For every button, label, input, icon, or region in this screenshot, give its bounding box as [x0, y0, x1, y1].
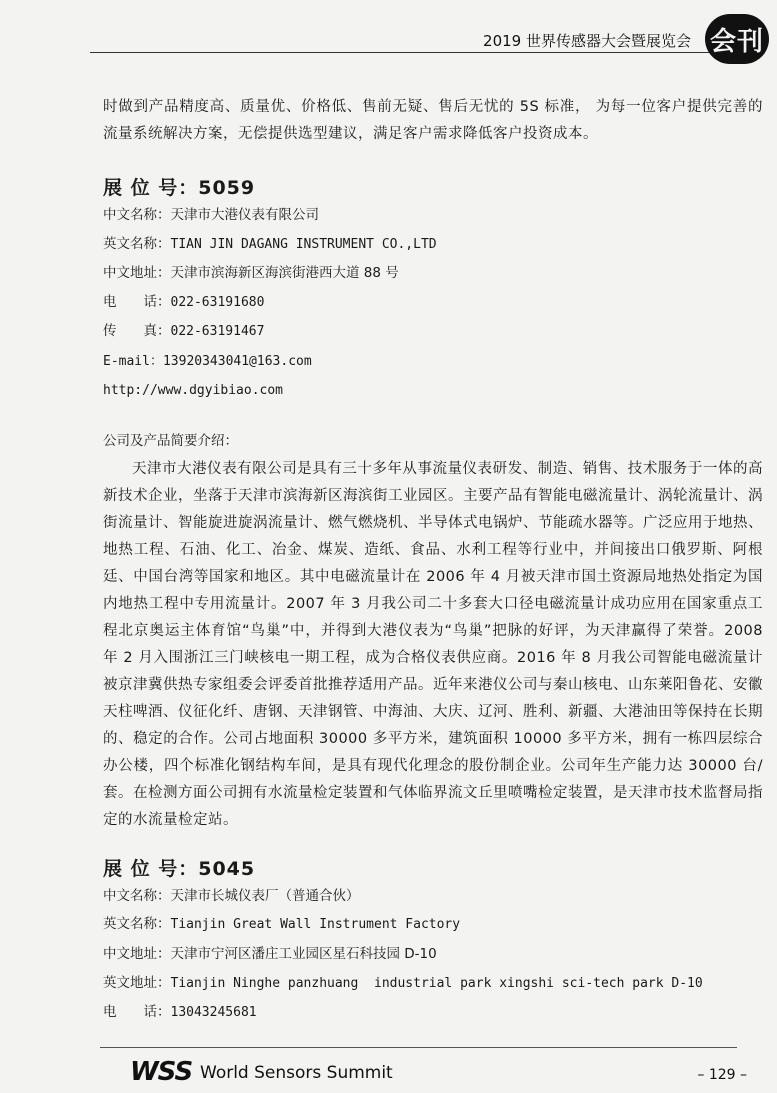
booth-5045-en-name: [103, 910, 763, 940]
phone-label: 电 话：: [103, 1004, 171, 1021]
booth-5059-en-name: [103, 230, 763, 260]
email-value: 13920343041@163.com: [162, 353, 312, 369]
en-address-value: Tianjin Ninghe panzhuang industrial park xingshi sci-tech park D-10: [170, 975, 703, 991]
header-title: 2019 世界传感器大会暨展览会: [483, 32, 691, 50]
en-name-value: TIAN JIN DAGANG INSTRUMENT CO.,LTD: [170, 236, 437, 252]
header-rule: [90, 52, 737, 53]
booth-5059-website: http://www.dgyibiao.com: [103, 382, 284, 398]
fax-value: 022-63191467: [170, 324, 265, 340]
booth-5059-cn-address: 中文地址：天津市滨海新区海滨街港西大道 88 号: [103, 265, 399, 282]
footer-summit-name: World Sensors Summit: [200, 1063, 393, 1083]
booth-5045-en-address: [103, 969, 763, 999]
wss-logo: WSS: [130, 1057, 193, 1087]
en-name-label: 英文名称：: [103, 916, 171, 933]
en-name-label: 英文名称：: [103, 235, 171, 252]
booth-5059-phone: [103, 288, 763, 318]
page-footer: [0, 1047, 777, 1093]
intro-paragraph: 时做到产品精度高、质量优、价格低、售前无疑、售后无忧的 5S 标准， 为每一位客户提供完善的流量系统解决方案，无偿提供选型建议，满足客户需求降低客户投资成本。: [103, 99, 763, 142]
booth-5059-fax: [103, 317, 763, 347]
page-content: [103, 94, 763, 1028]
booth-5045-cn-name: 中文名称：天津市长城仪表厂（普通合伙）: [103, 887, 360, 904]
company-description: 天津市大港仪表有限公司是具有三十多年从事流量仪表研发、制造、销售、技术服务于一体的高新技术企业，坐落于天津市滨海新区海滨街工业园区。主要产品有智能电磁流量计、涡轮流量计、涡街流量计、智能旋进旋涡流量计、燃气燃烧机、半导体式电锅炉、节能疏水器等。广泛应用于地热、地热工程、石油、化工、冶金、煤炭、造纸、食品、水利工程等行业中，并间接出口俄罗斯、阿根廷、中国台湾等国家和地区。其中电磁流量计在 2006 年 4 月被天津市国土资源局地热处指定为国内地热工程中专用流量计。2007 年 3 月我公司二十多套大口径电磁流量计成功应用在国家重点工程北京奥运主体育馆“鸟巢”中，并得到大港仪表为“鸟巢”把脉的好评，为天津赢得了荣誉。2008 年 2 月入围浙江三门峡核电一期工程，成为合格仪表供应商。2016 年 8 月我公司智能电磁流量计被京津冀供热专家组委会评委首批推荐适用产品。近年来港仪公司与秦山核电、山东莱阳鲁花、安徽天柱啤酒、仪征化纤、唐钢、天津钢管、中海油、大庆、辽河、胜利、新疆、大港油田等保持在长期的、稳定的合作。公司占地面积 30000 多平方米，建筑面积 10000 多平方米，拥有一栋四层综合办公楼，四个标准化钢结构车间，是具有现代化理念的股份制企业。公司年生产能力达 30000 台/套。在检测方面公司拥有水流量检定装置和气体临界流文丘里喷嘴检定装置，是天津市技术监督局指定的水流量检定站。: [103, 460, 763, 828]
en-address-label: 英文地址：: [103, 974, 171, 991]
phone-value: 13043245681: [170, 1005, 257, 1021]
page-header: [0, 0, 777, 62]
email-label: E-mail：: [103, 353, 163, 369]
header-badge: 会刊: [705, 14, 769, 64]
booth-5045-phone: [103, 998, 763, 1028]
page-number: – 129 –: [697, 1067, 747, 1083]
phone-value: 022-63191680: [170, 294, 265, 310]
en-name-value: Tianjin Great Wall Instrument Factory: [170, 917, 461, 933]
company-intro-heading: 公司及产品简要介绍：: [103, 433, 238, 450]
fax-label: 传 真：: [103, 323, 171, 340]
booth-5059-email: [103, 347, 763, 377]
booth-5059-title: 展 位 号：5059: [103, 177, 256, 199]
footer-rule: [100, 1047, 737, 1048]
phone-label: 电 话：: [103, 293, 171, 310]
booth-5045-cn-address: 中文地址：天津市宁河区潘庄工业园区星石科技园 D-10: [103, 945, 437, 962]
booth-5059-cn-name: 中文名称：天津市大港仪表有限公司: [103, 207, 319, 223]
booth-5045-title: 展 位 号：5045: [103, 857, 256, 880]
